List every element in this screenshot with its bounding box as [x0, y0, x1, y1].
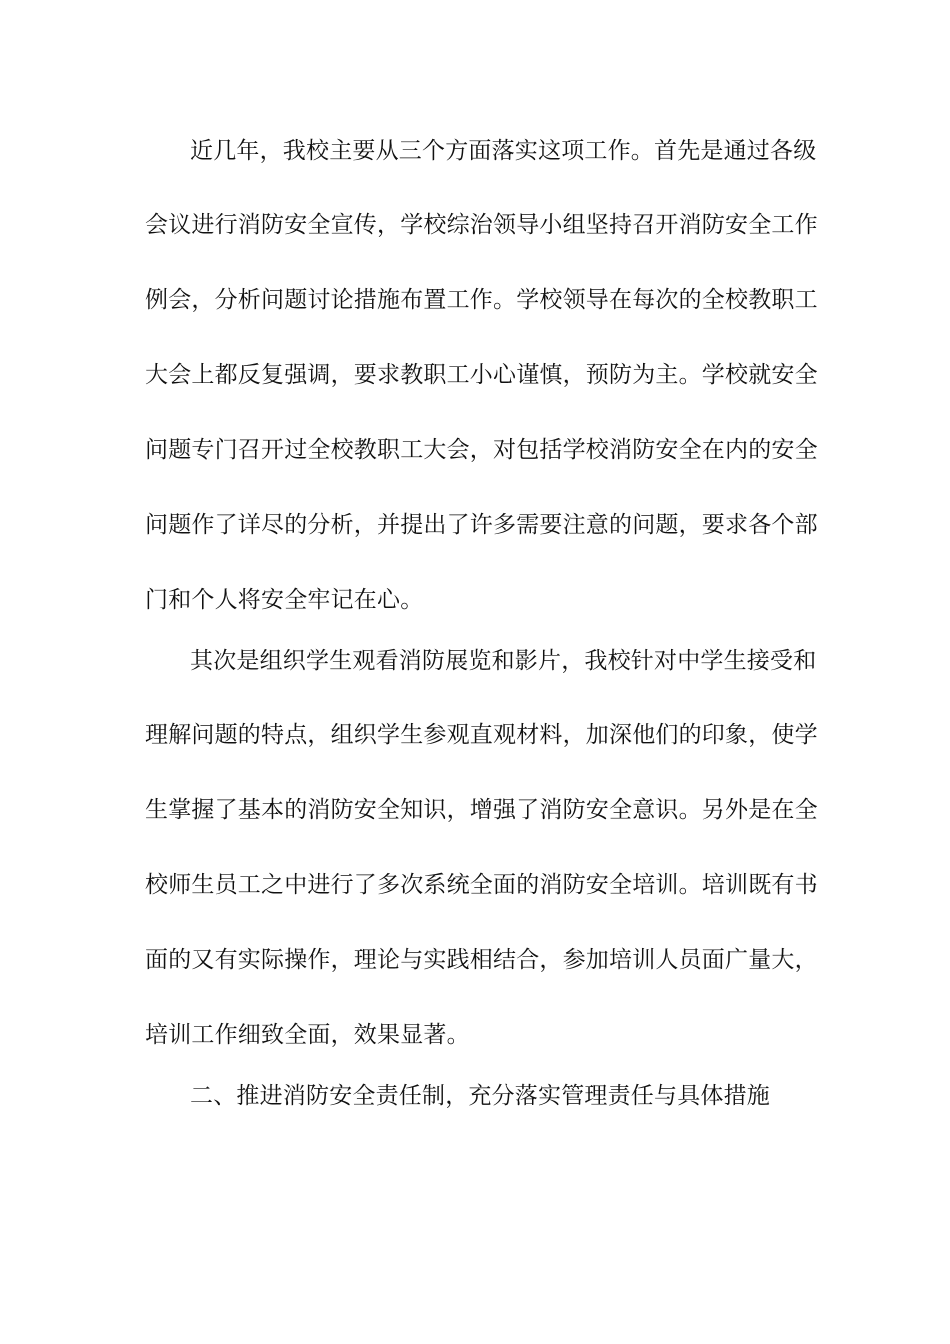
paragraph-2-line-4: 校师生员工之中进行了多次系统全面的消防安全培训。培训既有书	[145, 872, 818, 898]
paragraph-1-line-7: 门和个人将安全牢记在心。	[145, 587, 424, 613]
paragraph-1-line-6: 问题作了详尽的分析，并提出了许多需要注意的问题，要求各个部	[145, 512, 818, 538]
paragraph-2-line-1: 其次是组织学生观看消防展览和影片，我校针对中学生接受和	[190, 648, 817, 674]
paragraph-1-line-5: 问题专门召开过全校教职工大会，对包括学校消防安全在内的安全	[145, 437, 818, 463]
section-heading: 二、推进消防安全责任制，充分落实管理责任与具体措施	[190, 1083, 770, 1109]
paragraph-2-line-2: 理解问题的特点，组织学生参观直观材料，加深他们的印象，使学	[145, 722, 818, 748]
paragraph-1-line-4: 大会上都反复强调，要求教职工小心谨慎，预防为主。学校就安全	[145, 362, 818, 388]
paragraph-2-line-6: 培训工作细致全面，效果显著。	[145, 1022, 470, 1048]
paragraph-2-line-5: 面的又有实际操作，理论与实践相结合，参加培训人员面广量大，	[145, 947, 818, 973]
paragraph-1-line-1: 近几年，我校主要从三个方面落实这项工作。首先是通过各级	[190, 138, 817, 164]
paragraph-1-line-2: 会议进行消防安全宣传，学校综治领导小组坚持召开消防安全工作	[145, 212, 818, 238]
paragraph-2-line-3: 生掌握了基本的消防安全知识，增强了消防安全意识。另外是在全	[145, 797, 818, 823]
paragraph-1-line-3: 例会，分析问题讨论措施布置工作。学校领导在每次的全校教职工	[145, 287, 818, 313]
